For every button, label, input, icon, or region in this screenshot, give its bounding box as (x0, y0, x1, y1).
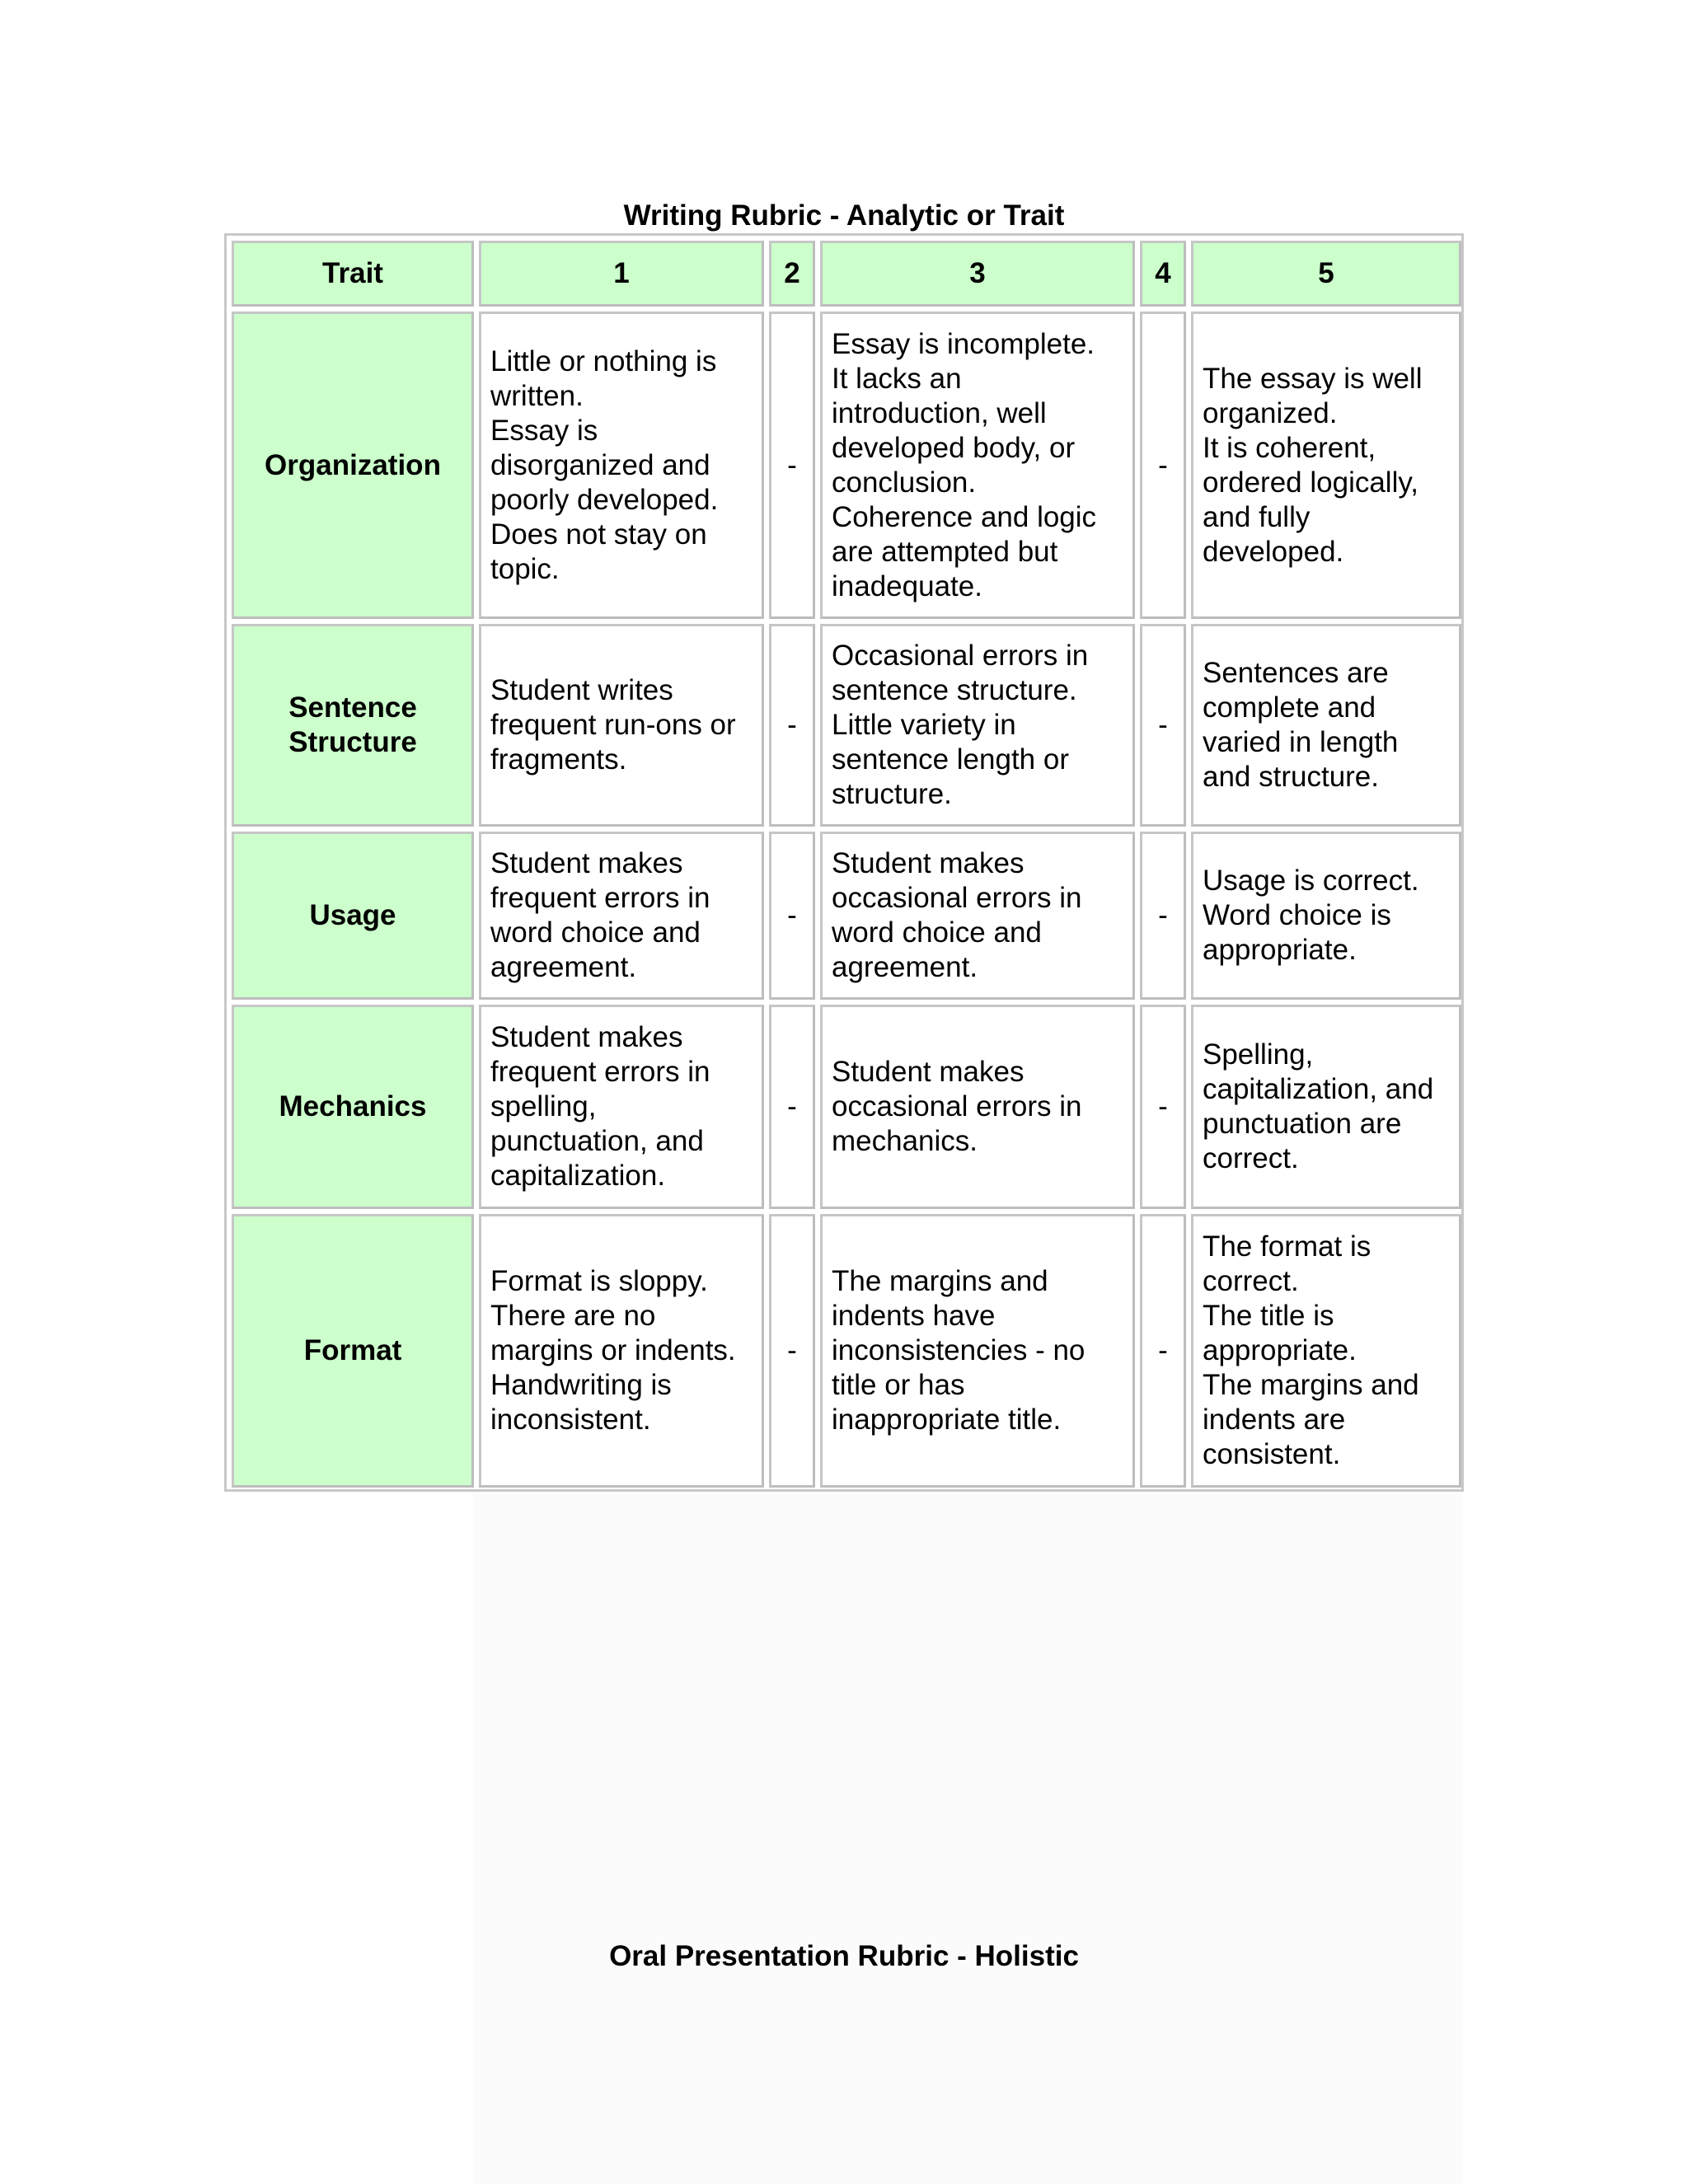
cell-line: Sentences are complete and varied in length and structure. (1203, 657, 1399, 793)
cell-line: Student writes frequent run-ons or fragments. (490, 674, 736, 776)
cell-line: Student makes frequent errors in spelling, punctuation, and capitalization. (490, 1021, 710, 1192)
score-1-cell (479, 312, 764, 619)
writing-rubric-title: Writing Rubric - Analytic or Trait (623, 199, 1065, 232)
score-1-cell (479, 1005, 764, 1209)
cell-line: Usage is correct. (1203, 865, 1419, 897)
cell-line: The format is correct. (1203, 1230, 1372, 1297)
cell-line: Coherence and logic are attempted but inadequate. (832, 500, 1097, 602)
cell-line: Essay is incomplete. (832, 327, 1095, 360)
header-score-2: 2 (769, 241, 815, 307)
header-row (232, 241, 1461, 307)
cell-line: Little variety in sentence length or structure. (832, 709, 1069, 810)
table-row (232, 1214, 1461, 1488)
score-4-cell: - (1140, 624, 1186, 827)
score-3-cell (820, 832, 1135, 1000)
score-2-cell: - (769, 1214, 815, 1488)
cell-line: The title is appropriate. (1203, 1300, 1357, 1366)
score-5-cell (1191, 312, 1461, 619)
trait-cell: Format (232, 1214, 474, 1488)
score-2-cell: - (769, 832, 815, 1000)
score-5-cell (1191, 832, 1461, 1000)
trait-cell: Sentence Structure (232, 624, 474, 827)
cell-line: The margins and indents are consistent. (1203, 1369, 1419, 1470)
cell-line: Essay is disorganized and poorly developed. (490, 414, 719, 516)
page-shading (473, 1490, 1462, 2184)
cell-line: Spelling, capitalization, and punctuation are correct. (1203, 1038, 1434, 1174)
score-5-cell (1191, 624, 1461, 827)
cell-line: It is coherent, ordered logically, and fully developed. (1203, 431, 1418, 568)
score-3-cell (820, 1005, 1135, 1209)
table-row (232, 624, 1461, 827)
score-1-cell (479, 624, 764, 827)
score-3-cell (820, 624, 1135, 827)
score-3-cell (820, 312, 1135, 619)
header-score-1: 1 (479, 241, 764, 307)
writing-rubric-table-frame (224, 233, 1464, 1492)
score-5-cell (1191, 1214, 1461, 1488)
header-score-3: 3 (820, 241, 1135, 307)
score-1-cell (479, 1214, 764, 1488)
table-row (232, 1005, 1461, 1209)
cell-line: The essay is well organized. (1203, 362, 1423, 429)
cell-line: Occasional errors in sentence structure. (832, 640, 1089, 706)
cell-line: Student makes occasional errors in mechanics. (832, 1056, 1082, 1157)
score-2-cell: - (769, 1005, 815, 1209)
cell-line: The margins and indents have inconsistencies - no title or has inappropriate title. (832, 1265, 1085, 1436)
oral-rubric-title: Oral Presentation Rubric - Holistic (609, 1940, 1079, 1972)
cell-line: There are no margins or indents. (490, 1300, 736, 1366)
cell-line: Student makes occasional errors in word choice and agreement. (832, 847, 1082, 983)
score-4-cell: - (1140, 312, 1186, 619)
score-4-cell: - (1140, 1214, 1186, 1488)
writing-rubric-table (227, 236, 1466, 1493)
score-5-cell (1191, 1005, 1461, 1209)
trait-cell: Mechanics (232, 1005, 474, 1209)
score-1-cell (479, 832, 764, 1000)
cell-line: Student makes frequent errors in word choice and agreement. (490, 847, 710, 983)
table-row (232, 832, 1461, 1000)
cell-line: Does not stay on topic. (490, 518, 707, 585)
table-row (232, 312, 1461, 619)
score-2-cell: - (769, 624, 815, 827)
score-4-cell: - (1140, 832, 1186, 1000)
trait-cell: Usage (232, 832, 474, 1000)
score-3-cell (820, 1214, 1135, 1488)
header-trait: Trait (232, 241, 474, 307)
cell-line: It lacks an introduction, well developed body, or conclusion. (832, 362, 1076, 499)
cell-line: Word choice is appropriate. (1203, 899, 1391, 966)
cell-line: Handwriting is inconsistent. (490, 1369, 672, 1436)
header-score-5: 5 (1191, 241, 1461, 307)
cell-line: Little or nothing is written. (490, 344, 717, 412)
score-2-cell: - (769, 312, 815, 619)
score-4-cell: - (1140, 1005, 1186, 1209)
cell-line: Format is sloppy. (490, 1265, 708, 1297)
trait-cell: Organization (232, 312, 474, 619)
header-score-4: 4 (1140, 241, 1186, 307)
